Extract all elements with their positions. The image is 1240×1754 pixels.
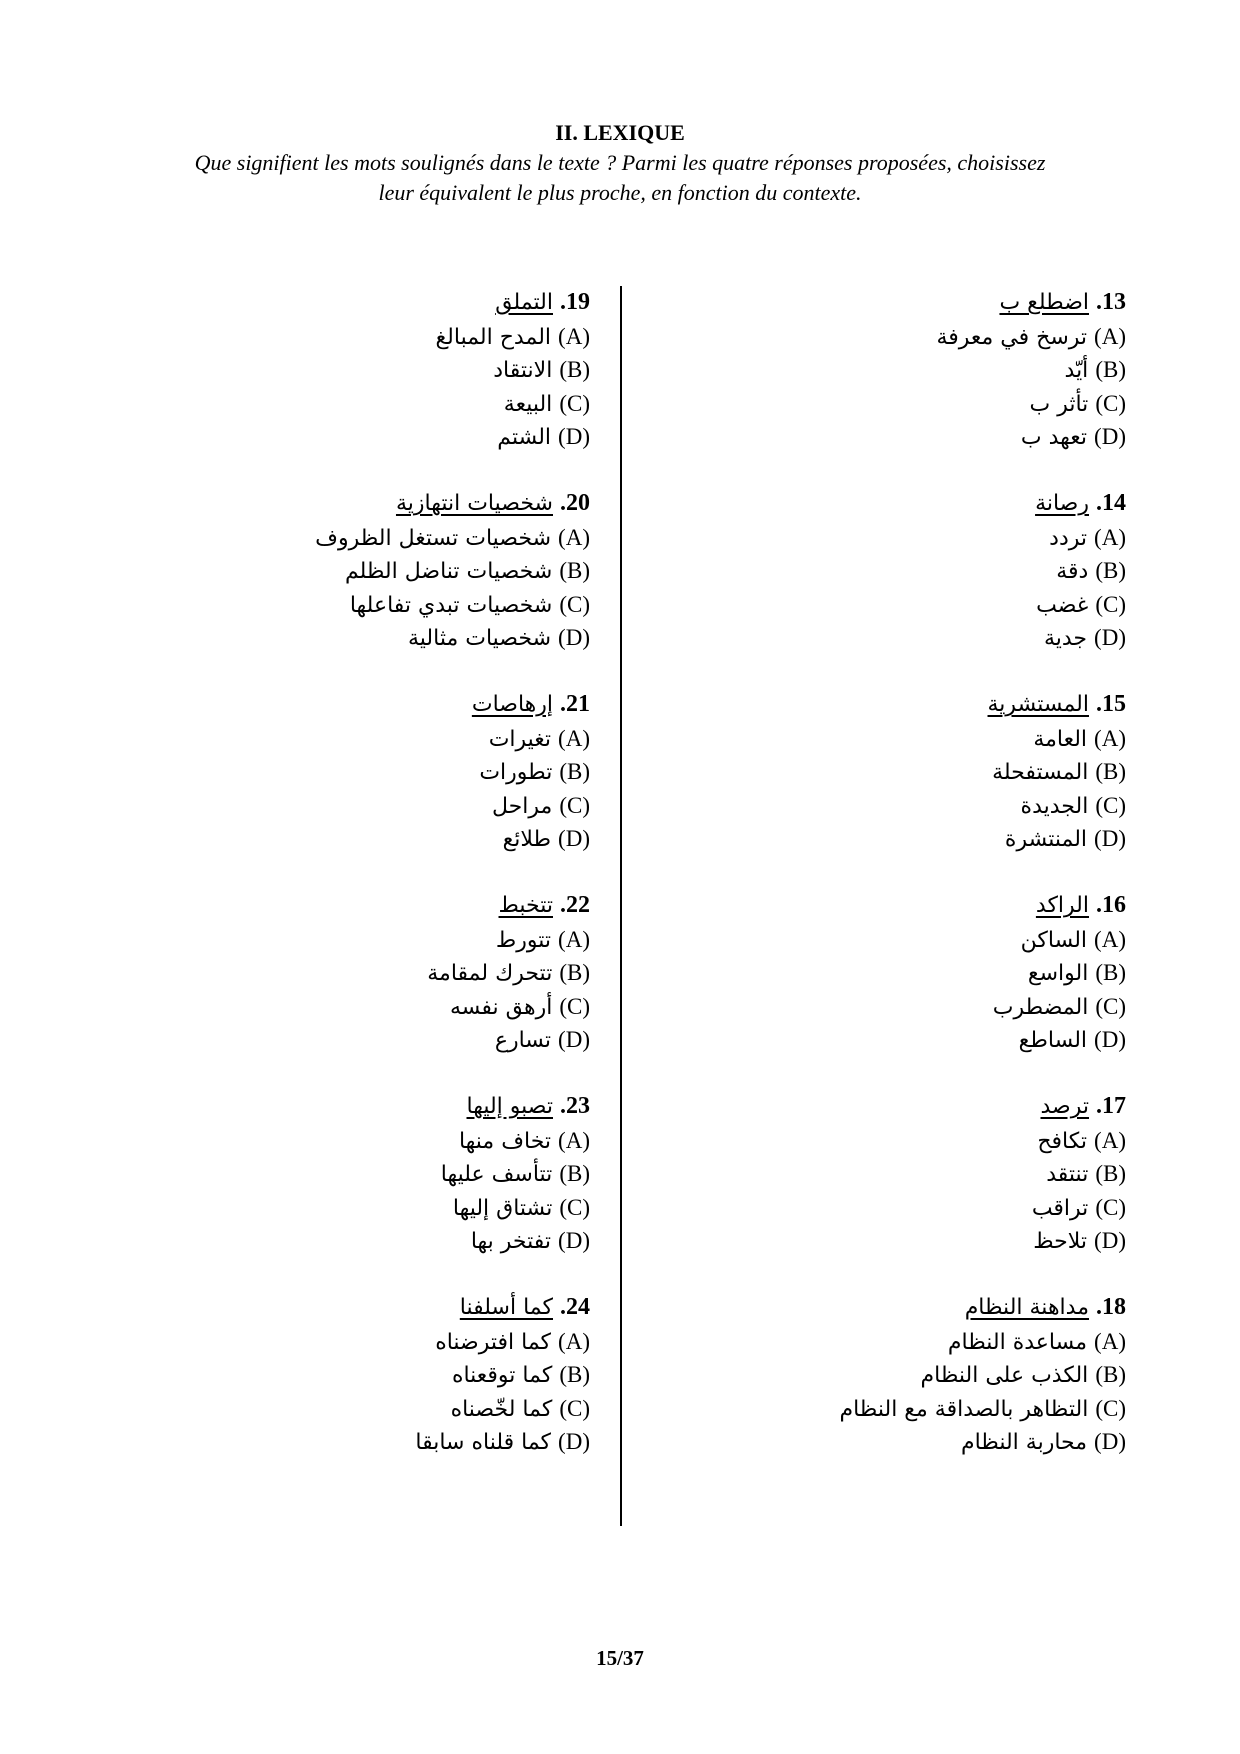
option-text: أيّد xyxy=(1064,358,1089,383)
option-text: الشتم xyxy=(497,425,552,450)
option-text: الساكن xyxy=(1020,927,1088,953)
option-letter: (D) xyxy=(1094,424,1126,449)
option-letter: (C) xyxy=(1095,792,1126,818)
question-term: رصانة xyxy=(1035,491,1089,516)
option-letter: (D) xyxy=(1094,1429,1126,1454)
answer-option xyxy=(666,956,1126,990)
option-text: تلاحظ xyxy=(1033,1229,1088,1254)
question-heading xyxy=(130,286,590,320)
option-letter: (C) xyxy=(559,1395,590,1421)
answer-option xyxy=(666,1392,1126,1426)
question-number: 23. xyxy=(560,1093,590,1119)
question-heading xyxy=(666,889,1126,923)
question-heading xyxy=(666,1090,1126,1124)
answer-option xyxy=(130,353,590,387)
answer-option xyxy=(130,722,590,756)
question-number: 14. xyxy=(1096,490,1126,516)
answer-option xyxy=(130,1023,590,1057)
option-letter: (D) xyxy=(558,625,590,650)
question-item xyxy=(666,487,1126,655)
option-text: تخاف منها xyxy=(458,1128,552,1154)
option-letter: (D) xyxy=(1094,1228,1126,1253)
question-item xyxy=(130,1090,590,1258)
option-text: المضطرب xyxy=(992,994,1089,1020)
question-number: 19. xyxy=(560,289,590,315)
option-text: ترسخ في معرفة xyxy=(936,324,1088,350)
option-letter: (A) xyxy=(1094,1328,1126,1354)
answer-option xyxy=(130,822,590,856)
question-heading xyxy=(130,1090,590,1124)
option-text: شخصيات مثالية xyxy=(408,626,552,651)
option-letter: (A) xyxy=(1094,926,1126,952)
question-item xyxy=(130,487,590,655)
answer-option xyxy=(130,621,590,655)
option-text: الساطع xyxy=(1018,1028,1088,1053)
answer-option xyxy=(666,521,1126,555)
answer-option xyxy=(666,1191,1126,1225)
option-text: تردد xyxy=(1049,525,1088,551)
answer-option xyxy=(130,956,590,990)
option-letter: (B) xyxy=(559,357,590,382)
answer-option xyxy=(130,1392,590,1426)
answer-option xyxy=(666,353,1126,387)
option-letter: (C) xyxy=(559,390,590,416)
answer-option xyxy=(130,1358,590,1392)
column-divider xyxy=(620,286,622,1526)
option-letter: (B) xyxy=(1095,1362,1126,1387)
answer-option xyxy=(666,1023,1126,1057)
answer-option xyxy=(666,822,1126,856)
question-term: الراكد xyxy=(1035,893,1089,918)
answer-option xyxy=(666,789,1126,823)
option-letter: (D) xyxy=(1094,826,1126,851)
option-text: البيعة xyxy=(503,391,553,417)
option-text: تتحرك لمقامة xyxy=(427,961,553,986)
questions-column-left xyxy=(130,286,590,1492)
option-letter: (C) xyxy=(1095,1194,1126,1220)
option-letter: (B) xyxy=(1095,960,1126,985)
option-text: التظاهر بالصداقة مع النظام xyxy=(839,1396,1089,1422)
option-text: تأثر ب xyxy=(1029,391,1089,417)
option-text: المدح المبالغ xyxy=(435,324,552,350)
option-letter: (C) xyxy=(559,1194,590,1220)
option-text: دقة xyxy=(1056,559,1089,584)
answer-option xyxy=(666,755,1126,789)
option-text: الانتقاد xyxy=(493,358,553,383)
option-letter: (C) xyxy=(1095,1395,1126,1421)
option-text: تنتقد xyxy=(1046,1162,1089,1187)
option-letter: (C) xyxy=(1095,993,1126,1019)
questions-column-right xyxy=(666,286,1126,1492)
answer-option xyxy=(130,1425,590,1459)
option-letter: (D) xyxy=(558,1027,590,1052)
option-text: كما قلناه سابقا xyxy=(415,1430,552,1455)
option-text: جدية xyxy=(1043,626,1088,651)
option-letter: (C) xyxy=(559,993,590,1019)
option-text: تشتاق إليها xyxy=(452,1195,553,1221)
option-letter: (A) xyxy=(558,323,590,349)
question-number: 20. xyxy=(560,490,590,516)
option-text: الواسع xyxy=(1027,961,1089,986)
option-text: شخصيات تبدي تفاعلها xyxy=(349,592,553,618)
answer-option xyxy=(130,588,590,622)
question-term: مداهنة النظام xyxy=(964,1295,1089,1320)
answer-option xyxy=(666,1425,1126,1459)
option-text: طلائع xyxy=(502,827,552,852)
answer-option xyxy=(130,387,590,421)
question-heading xyxy=(130,889,590,923)
option-text: العامة xyxy=(1033,726,1088,752)
question-term: تتخبط xyxy=(498,893,553,918)
question-heading xyxy=(666,688,1126,722)
question-number: 22. xyxy=(560,892,590,918)
answer-option xyxy=(130,923,590,957)
option-letter: (C) xyxy=(1095,591,1126,617)
option-letter: (D) xyxy=(1094,625,1126,650)
answer-option xyxy=(130,554,590,588)
answer-option xyxy=(666,554,1126,588)
question-number: 18. xyxy=(1096,1294,1126,1320)
answer-option xyxy=(666,420,1126,454)
option-text: محاربة النظام xyxy=(960,1430,1088,1455)
question-item xyxy=(130,688,590,856)
option-text: غضب xyxy=(1036,592,1089,618)
option-text: الجديدة xyxy=(1020,793,1089,819)
option-text: شخصيات تستغل الظروف xyxy=(315,525,552,551)
option-text: كما لخّصناه xyxy=(450,1396,553,1422)
question-item xyxy=(666,286,1126,454)
option-letter: (A) xyxy=(1094,524,1126,550)
option-letter: (A) xyxy=(1094,1127,1126,1153)
option-letter: (A) xyxy=(558,1328,590,1354)
answer-option xyxy=(666,1124,1126,1158)
option-letter: (B) xyxy=(1095,558,1126,583)
question-heading xyxy=(666,286,1126,320)
option-text: تتورط xyxy=(495,927,552,953)
answer-option xyxy=(666,621,1126,655)
option-text: تعهد ب xyxy=(1020,425,1088,450)
answer-option xyxy=(130,1224,590,1258)
instructions-line-2: leur équivalent le plus proche, en fonction du contexte. xyxy=(378,180,862,205)
question-heading xyxy=(130,688,590,722)
option-letter: (D) xyxy=(558,1429,590,1454)
answer-option xyxy=(130,1191,590,1225)
question-number: 21. xyxy=(560,691,590,717)
option-text: المستفحلة xyxy=(992,760,1089,785)
question-term: شخصيات انتهازية xyxy=(395,491,553,516)
question-item xyxy=(666,688,1126,856)
option-letter: (A) xyxy=(1094,323,1126,349)
question-number: 16. xyxy=(1096,892,1126,918)
answer-option xyxy=(666,387,1126,421)
section-title: II. LEXIQUE xyxy=(555,120,685,145)
answer-option xyxy=(666,722,1126,756)
option-text: شخصيات تناضل الظلم xyxy=(344,559,553,584)
answer-option xyxy=(666,1157,1126,1191)
answer-option xyxy=(130,420,590,454)
question-term: المستشرية xyxy=(987,692,1089,717)
option-letter: (C) xyxy=(559,591,590,617)
option-text: مساعدة النظام xyxy=(947,1329,1088,1355)
option-letter: (B) xyxy=(559,759,590,784)
answer-option xyxy=(130,1325,590,1359)
option-text: كما توقعناه xyxy=(451,1363,553,1388)
question-heading xyxy=(666,487,1126,521)
question-term: اضطلع ب xyxy=(999,290,1089,315)
question-number: 24. xyxy=(560,1294,590,1320)
option-text: تطورات xyxy=(479,760,553,785)
question-item xyxy=(666,1090,1126,1258)
answer-option xyxy=(666,588,1126,622)
answer-option xyxy=(130,521,590,555)
question-heading xyxy=(130,1291,590,1325)
answer-option xyxy=(666,990,1126,1024)
question-number: 13. xyxy=(1096,289,1126,315)
option-letter: (C) xyxy=(559,792,590,818)
option-letter: (D) xyxy=(558,826,590,851)
option-letter: (A) xyxy=(558,524,590,550)
option-text: تراقب xyxy=(1031,1195,1089,1221)
question-heading xyxy=(666,1291,1126,1325)
option-letter: (C) xyxy=(1095,390,1126,416)
option-text: مراحل xyxy=(492,793,553,819)
answer-option xyxy=(130,1124,590,1158)
option-text: تكافح xyxy=(1037,1128,1088,1154)
option-letter: (A) xyxy=(558,725,590,751)
answer-option xyxy=(130,1157,590,1191)
question-term: تصبو إليها xyxy=(466,1094,553,1119)
question-term: التملق xyxy=(495,290,553,315)
option-text: كما افترضناه xyxy=(435,1329,552,1355)
option-text: أرهق نفسه xyxy=(449,994,553,1020)
question-item xyxy=(130,286,590,454)
answer-option xyxy=(666,320,1126,354)
option-text: تتأسف عليها xyxy=(440,1162,553,1187)
option-letter: (B) xyxy=(559,1362,590,1387)
option-letter: (A) xyxy=(558,1127,590,1153)
question-item xyxy=(130,1291,590,1459)
option-text: تفتخر بها xyxy=(470,1229,552,1254)
question-heading xyxy=(130,487,590,521)
option-letter: (A) xyxy=(1094,725,1126,751)
question-term: إرهاصات xyxy=(471,692,553,717)
answer-option xyxy=(130,320,590,354)
option-letter: (B) xyxy=(559,1161,590,1186)
answer-option xyxy=(666,923,1126,957)
option-text: الكذب على النظام xyxy=(920,1363,1089,1388)
option-letter: (D) xyxy=(558,424,590,449)
answer-option xyxy=(130,789,590,823)
option-text: المنتشرة xyxy=(1004,827,1088,852)
question-item xyxy=(130,889,590,1057)
option-letter: (B) xyxy=(1095,759,1126,784)
question-number: 15. xyxy=(1096,691,1126,717)
option-letter: (D) xyxy=(558,1228,590,1253)
answer-option xyxy=(666,1224,1126,1258)
option-letter: (B) xyxy=(1095,357,1126,382)
page-number: 15/37 xyxy=(596,1646,644,1670)
question-item xyxy=(666,889,1126,1057)
question-number: 17. xyxy=(1096,1093,1126,1119)
option-letter: (D) xyxy=(1094,1027,1126,1052)
answer-option xyxy=(130,990,590,1024)
instructions-line-1: Que signifient les mots soulignés dans le texte ? Parmi les quatre réponses proposées, choisissez xyxy=(194,150,1046,175)
section-header xyxy=(0,118,1240,208)
answer-option xyxy=(666,1358,1126,1392)
option-letter: (B) xyxy=(559,558,590,583)
question-term: كما أسلفنا xyxy=(459,1295,553,1320)
question-item xyxy=(666,1291,1126,1459)
option-letter: (B) xyxy=(1095,1161,1126,1186)
option-text: تسارع xyxy=(494,1028,552,1053)
option-letter: (A) xyxy=(558,926,590,952)
option-text: تغيرات xyxy=(488,726,552,752)
question-term: ترصد xyxy=(1040,1094,1089,1119)
option-letter: (B) xyxy=(559,960,590,985)
answer-option xyxy=(666,1325,1126,1359)
answer-option xyxy=(130,755,590,789)
